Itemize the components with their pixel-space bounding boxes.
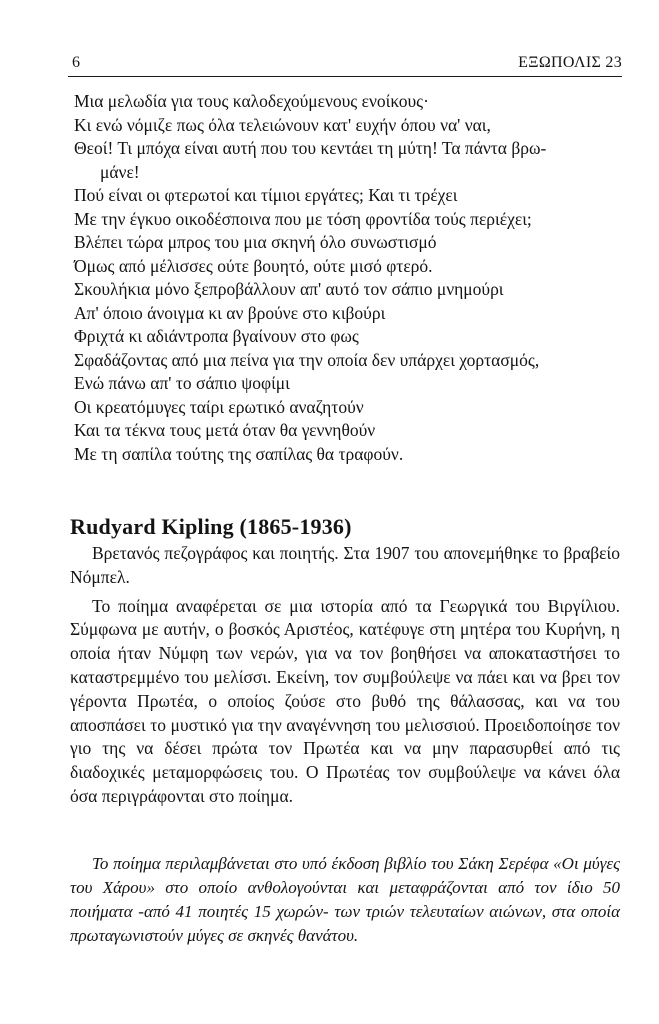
poem-line: Με την έγκυο οικοδέσποινα που με τόση φροντίδα τούς περιέχει; <box>74 208 532 229</box>
italic-note: Το ποίημα περιλαμβάνεται στο υπό έκδοση βιβλίο του Σάκη Σερέφα «Οι μύγες του Χάρου» στο οποίο ανθολογούνται και μεταφράζονται από τον ίδιο 50 ποιήματα -από 41 ποιητές 15 χωρών- των τριών τελευταίων αιώνων, στα οποία πρωταγωνιστούν μύγες σε σκηνές θανάτου. <box>70 854 620 945</box>
poem-line: Μια μελωδία για τους καλοδεχούμενους ενοίκους· <box>74 91 429 111</box>
poem-line: Με τη σαπίλα τούτης της σαπίλας θα τραφούν. <box>74 443 404 464</box>
poem-line: Κι ενώ νόμιζε πως όλα τελειώνουν κατ' ευχήν όπου να' ναι, <box>74 114 491 135</box>
poem-line: μάνε! <box>100 161 140 182</box>
poem-line: Πού είναι οι φτερωτοί και τίμιοι εργάτες; Και τι τρέχει <box>74 185 458 205</box>
poem-line: Φριχτά κι αδιάντροπα βγαίνουν στο φως <box>74 326 359 346</box>
running-title: ΕΞΩΠΟΛΙΣ 23 <box>518 54 622 71</box>
poem-line: Και τα τέκνα τους μετά όταν θα γεννηθούν <box>74 420 376 440</box>
paragraph: Το ποίημα αναφέρεται σε μια ιστορία από τα Γεωργικά του Βιργίλιου. Σύμφωνα με αυτήν, ο βοσκός Αριστέος, κατέφυγε στη μητέρα του Κυρήνη, η οποία ήταν Νύμφη των νερών, για να τον βοηθήσει να αποκαταστήσει το καταστρεμμένο του μελίσσι. Εκείνη, τον συμβούλεψε να πάει και να βρει τον γέροντα Πρωτέα, ο οποίος ζούσε στο βυθό της θάλασσας, και να του αποσπάσει το μυστικό για την αναγέννηση του μελισσιού. Προειδοποίησε τον γιο της να δέσει πρώτα τον Πρωτέα και να μην παρασυρθεί από τις διαδοχικές μεταμορφώσεις του. Ο Πρωτέας τον συμβούλεψε να κάνει όλα όσα περιγράφονται στο ποίημα. <box>70 595 620 806</box>
poem-line: Σφαδάζοντας από μια πείνα για την οποία δεν υπάρχει χορτασμός, <box>74 349 540 370</box>
paragraph: Βρετανός πεζογράφος και ποιητής. Στα 1907 του απονεμήθηκε το βραβείο Νόμπελ. <box>70 543 620 587</box>
page-header <box>68 50 622 77</box>
poem-line: Οι κρεατόμυγες ταίρι ερωτικό αναζητούν <box>74 396 364 417</box>
poem-line: Σκουλήκια μόνο ξεπροβάλλουν απ' αυτό τον σάπιο μνημούρι <box>74 279 504 299</box>
poem-line: Ενώ πάνω απ' το σάπιο ψοφίμι <box>74 373 290 393</box>
page-number: 6 <box>72 54 80 71</box>
section-body <box>70 542 620 809</box>
poem-line: Βλέπει τώρα μπρος του μια σκηνή όλο συνωστισμό <box>74 232 437 252</box>
poem-line: Θεοί! Τι μπόχα είναι αυτή που του κεντάει τη μύτη! Τα πάντα βρω- <box>74 138 547 158</box>
poem-line: Όμως από μέλισσες ούτε βουητό, ούτε μισό φτερό. <box>74 255 433 276</box>
poem-line: Απ' όποιο άνοιγμα κι αν βρούνε στο κιβούρι <box>74 302 386 323</box>
section-heading: Rudyard Kipling (1865-1936) <box>70 514 352 539</box>
poem-excerpt <box>74 90 622 466</box>
